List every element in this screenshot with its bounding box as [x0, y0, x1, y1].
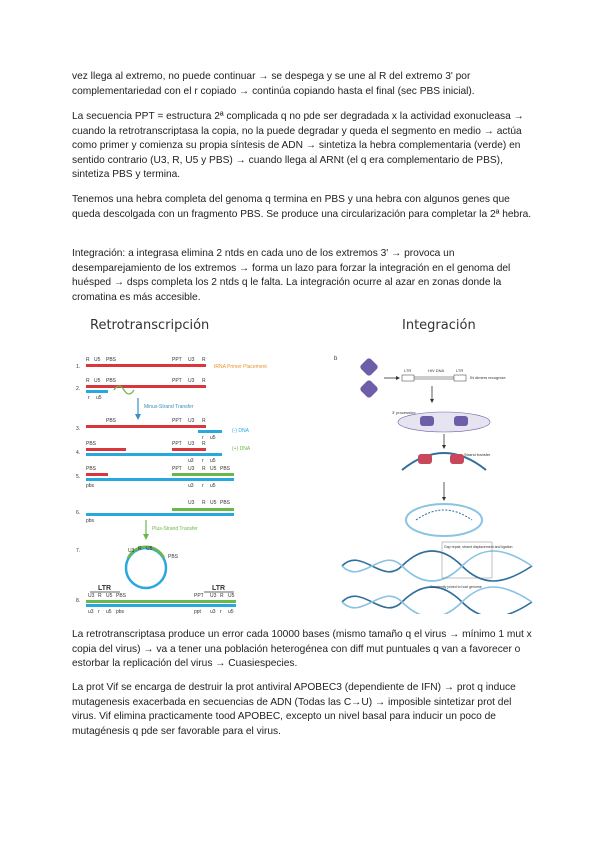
- arrow-head: [143, 534, 149, 540]
- label-ppt: PPT: [194, 593, 204, 599]
- integrase-dimer: [359, 357, 379, 377]
- minus-dna: [198, 430, 222, 433]
- label-u3: U3: [188, 466, 195, 472]
- label-u5: U5: [228, 593, 235, 599]
- label-u5-lc: u5: [210, 458, 216, 464]
- label-r: R: [220, 593, 224, 599]
- label-pbs: PBS: [168, 554, 179, 560]
- label-ppt-lc: ppt: [194, 609, 201, 614]
- ltr-box: [454, 375, 466, 381]
- integration-diagram: [332, 352, 542, 614]
- paragraph-ppt: La secuencia PPT = estructura 2ª complicada q no pde ser degradada x la actividad exonucleasa → cuando la retrotranscriptasa la copia, no la puede degradar y queda el segmento en medio → actúa como primer y comienza su propia síntesis de ADN → sintetiza la hebra complementaria (verde) en sentido contrario (U3, R, U5 y PBS) → cuando llega al ARNt (el q era complementario de PBS), sintetiza PBS y termina.: [72, 111, 524, 180]
- label-ppt: PPT: [172, 378, 182, 384]
- label-u5-lc: u5: [106, 609, 112, 614]
- label-r: R: [98, 593, 102, 599]
- minus-dna: [86, 513, 234, 516]
- label-trna: tRNA Primer Placement: [214, 364, 267, 370]
- label-r: R: [86, 357, 90, 363]
- plus-dna: [86, 600, 236, 603]
- rna-strand: [86, 425, 206, 428]
- arrow-head: [442, 497, 446, 501]
- ltr-right-label: LTR: [456, 368, 464, 373]
- integrase-dimer: [359, 379, 379, 399]
- rna-strand: [86, 364, 206, 367]
- step-number: 3.: [76, 426, 81, 432]
- rna-strand: [86, 385, 206, 388]
- hiv-dna-label: HIV DNA: [428, 368, 445, 373]
- label-u5: U5: [94, 357, 101, 363]
- label-u5: U5: [210, 466, 217, 472]
- label-u3: U3: [88, 593, 95, 599]
- label-u3: U3: [188, 357, 195, 363]
- label-u3-lc: u3: [188, 458, 194, 464]
- step-number: 4.: [76, 450, 81, 456]
- label-u5: U5: [210, 500, 217, 506]
- label-r-lc: r: [220, 609, 222, 614]
- loop-dna: [416, 510, 472, 520]
- label-pbs-lc: pbs: [116, 609, 125, 614]
- step-number: 7.: [76, 548, 81, 554]
- label-pbs: PBS: [116, 593, 127, 599]
- label-pbs: PBS: [86, 441, 97, 447]
- host-helix-strand: [342, 587, 532, 614]
- label-r: R: [202, 378, 206, 384]
- caption-label: Covalently joined to host genome: [430, 585, 482, 589]
- ltr-right: LTR: [212, 585, 226, 592]
- label-u3: U3: [210, 593, 217, 599]
- plus-dna: [172, 508, 234, 511]
- label-u5-lc: u5: [210, 483, 216, 489]
- label-r: R: [138, 546, 142, 552]
- paragraph-integration: Integración: a integrasa elimina 2 ntds en cada uno de los extremos 3' → provoca un desemparejamiento de los extremos → forma un lazo para forzar la integración en el genoma del huésped → dsps completa los 2 ntds q le falta. La integración ocurre al azar en zonas donde la cromatina es más accesible.: [72, 248, 511, 303]
- label-u5-lc: u5: [228, 609, 234, 614]
- arrow-head: [396, 376, 400, 380]
- arrow-head: [430, 399, 434, 403]
- label-pbs-lc: pbs: [86, 483, 95, 489]
- integration-loop: [406, 504, 482, 536]
- strand-transfer-label: Strand transfer: [464, 452, 491, 457]
- label-u5-lc: u5: [96, 395, 102, 401]
- rna-strand: [172, 448, 206, 451]
- processing-label: 3' processing: [392, 410, 416, 415]
- label-ppt: PPT: [172, 357, 182, 363]
- retrotranscription-title: Retrotranscripción: [90, 318, 210, 333]
- label-u5: U5: [146, 546, 153, 552]
- label-r: R: [202, 466, 206, 472]
- label-u3: U3: [128, 548, 135, 554]
- minus-dna: [86, 390, 108, 393]
- label-u3: U3: [188, 418, 195, 424]
- minus-dna: [86, 604, 236, 607]
- label-plus-dna: (+) DNA: [232, 446, 251, 452]
- repair-label: Gap repair, strand displacement and ligation: [444, 545, 513, 549]
- label-pbs: PBS: [106, 357, 117, 363]
- panel-label: b: [334, 356, 338, 362]
- rna-strand: [86, 473, 108, 476]
- label-r: R: [86, 378, 90, 384]
- plus-dna: [172, 473, 234, 476]
- label-u5: U5: [94, 378, 101, 384]
- label-u3: U3: [188, 441, 195, 447]
- label-u5: U5: [106, 593, 113, 599]
- label-minus-transfer: Minus-Strand Transfer: [144, 404, 194, 410]
- integrase: [418, 454, 432, 464]
- paragraph-error-rate: La retrotranscriptasa produce un error cada 10000 bases (mismo tamaño q el virus → mínimo 1 mut x copia del virus) → va a tener una población heterogénea con diff mut puntuales q van a favorecer o estorbar la replicación del virus → Cuasiespecies.: [72, 629, 532, 669]
- label-r-lc: r: [88, 395, 90, 401]
- label-pbs: PBS: [86, 466, 97, 472]
- label-pbs: PBS: [220, 466, 231, 472]
- label-r-lc: r: [202, 458, 204, 464]
- arrow-head: [442, 445, 446, 449]
- in-recognize-label: IN dimers recognize: [470, 375, 506, 380]
- label-u3: U3: [188, 500, 195, 506]
- preintegration-complex: [398, 412, 490, 432]
- label-ppt: PPT: [172, 418, 182, 424]
- integrase: [454, 416, 468, 426]
- step-number: 8.: [76, 598, 81, 604]
- label-plus-transfer: Plus-Strand Transfer: [152, 526, 198, 532]
- host-helix-strand: [342, 551, 532, 581]
- step-number: 1.: [76, 364, 81, 370]
- label-r: R: [202, 357, 206, 363]
- label-pbs: PBS: [106, 418, 117, 424]
- minus-dna: [86, 478, 234, 481]
- paragraph-template-switch: vez llega al extremo, no puede continuar → se despega y se une al R del extremo 3' por complementariedad con el r copiado → continúa copiando hasta el final (sec PBS inicial).: [72, 71, 475, 97]
- rna-strand: [86, 448, 126, 451]
- label-r: R: [202, 418, 206, 424]
- label-r: R: [202, 441, 206, 447]
- step-number: 6.: [76, 510, 81, 516]
- step-number: 5.: [76, 474, 81, 480]
- label-pbs-lc: pbs: [86, 518, 95, 524]
- integrase: [450, 454, 464, 464]
- label-ppt: PPT: [172, 441, 182, 447]
- label-u5-lc: u5: [210, 435, 216, 441]
- label-pbs: PBS: [106, 378, 117, 384]
- integrase: [420, 416, 434, 426]
- label-r-lc: r: [98, 609, 100, 614]
- label-u3-lc: u3: [188, 483, 194, 489]
- label-u3-lc: u3: [88, 609, 94, 614]
- label-u3: U3: [188, 378, 195, 384]
- minus-dna: [86, 453, 222, 456]
- step-number: 2.: [76, 386, 81, 392]
- label-r-lc: r: [202, 483, 204, 489]
- label-ppt: PPT: [172, 466, 182, 472]
- ltr-left-label: LTR: [404, 368, 412, 373]
- ltr-box: [402, 375, 414, 381]
- label-u3-lc: u3: [210, 609, 216, 614]
- arrow-head: [135, 414, 141, 420]
- label-minus-dna: (-) DNA: [232, 428, 249, 434]
- label-r: R: [202, 500, 206, 506]
- retrotranscription-diagram: [74, 352, 284, 614]
- integration-title: Integración: [402, 318, 476, 333]
- paragraph-circularization: Tenemos una hebra completa del genoma q termina en PBS y una hebra con algunos genes que queda descolgada con un fragmento PBS. Se produce una circularización para completar la 2ª hebra.: [72, 194, 532, 220]
- label-pbs: PBS: [220, 500, 231, 506]
- ltr-left: LTR: [98, 585, 112, 592]
- label-r-lc: r: [202, 435, 204, 441]
- paragraph-vif-apobec: La prot Vif se encarga de destruir la prot antiviral APOBEC3 (dependiente de IFN) → prot q induce mutagenesis exacerbada en secuencias de ADN (Todas las C→U) → imposible sintetizar prot del virus. Vif elimina practicamente tood APOBEC, excepto un nivel basal para inducir un poco de mutagénesis q pde ser favorable para el virus.: [72, 682, 516, 737]
